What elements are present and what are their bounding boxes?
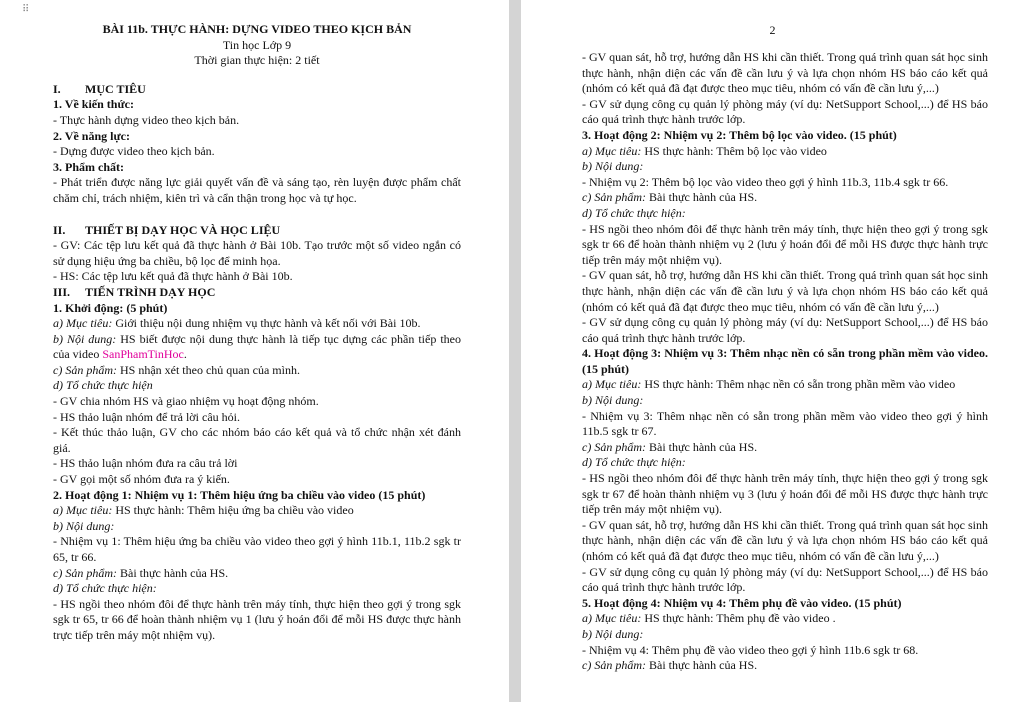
page-2-body xyxy=(582,50,988,674)
subheading: 1. Về kiến thức: xyxy=(53,97,134,112)
activity-heading: 4. Hoạt động 3: Nhiệm vụ 3: Thêm nhạc nền có sẵn trong phần mềm vào video. (15 phút) xyxy=(582,346,988,376)
section-number: III. xyxy=(53,284,71,299)
paragraph xyxy=(53,332,461,363)
activity-heading: 5. Hoạt động 4: Nhiệm vụ 4: Thêm phụ đề vào video. (15 phút) xyxy=(582,595,902,610)
paragraph: - GV chia nhóm HS và giao nhiệm vụ hoạt động nhóm. xyxy=(53,394,319,409)
label: a) Mục tiêu: xyxy=(582,143,642,158)
paragraph: - Nhiệm vụ 4: Thêm phụ đề vào video theo gợi ý hình 11b.6 sgk tr 68. xyxy=(582,642,919,657)
paragraph: - HS: Các tệp lưu kết quả đã thực hành ở Bài 10b. xyxy=(53,269,293,284)
section-title: TIẾN TRÌNH DẠY HỌC xyxy=(85,284,216,299)
paragraph xyxy=(53,503,461,519)
section-number: I. xyxy=(53,81,61,96)
paragraph: - GV quan sát, hỗ trợ, hướng dẫn HS khi cần thiết. Trong quá trình quan sát học sinh thực hành, nhận diện các vấn đề cần lưu ý và lựa chọn nhóm HS báo cáo kết quả (nhóm có kết quả đã đạt được theo mục tiêu, nhóm có vấn đề cần lưu ý,...) xyxy=(582,50,988,96)
section-title: MỤC TIÊU xyxy=(85,81,146,96)
text: Bài thực hành của HS. xyxy=(645,658,758,673)
paragraph: - GV: Các tệp lưu kết quả đã thực hành ở Bài 10b. Tạo trước một số video ngắn có sử dụng hiệu ứng ba chiều, bộ lọc để minh họa. xyxy=(53,238,461,268)
label: d) Tổ chức thực hiện: xyxy=(582,455,686,470)
section-title: THIẾT BỊ DẠY HỌC VÀ HỌC LIỆU xyxy=(85,222,281,237)
paragraph: - GV sử dụng công cụ quản lý phòng máy (ví dụ: NetSupport School,...) để HS báo cáo quá trình thực hành trước lớp. xyxy=(582,315,988,345)
text: Bài thực hành của HS. xyxy=(116,565,229,580)
text: . xyxy=(183,347,187,362)
paragraph xyxy=(582,377,988,393)
paragraph: - GV sử dụng công cụ quản lý phòng máy (ví dụ: NetSupport School,...) để HS báo cáo quá trình thực hành trước lớp. xyxy=(582,96,988,127)
label: c) Sản phẩm: xyxy=(582,439,646,454)
text: HS nhận xét theo chủ quan của mình. xyxy=(116,362,300,377)
document-duration: Thời gian thực hiện: 2 tiết xyxy=(194,53,320,68)
subheading: 3. Phẩm chất: xyxy=(53,159,124,174)
label: b) Nội dung: xyxy=(53,331,117,346)
paragraph: - Thực hành dựng video theo kịch bản. xyxy=(53,112,240,127)
page-number: 2 xyxy=(769,23,776,37)
paragraph: - HS ngồi theo nhóm đôi để thực hành trên máy tính, thực hiện theo gợi ý trong sgk sgk tr 67 để hoàn thành nhiệm vụ 3 (lưu ý hoán đổi để mỗi HS được thực hành trực tiếp trên máy một nhiệm vụ). xyxy=(582,471,988,517)
section-heading-1 xyxy=(53,82,461,98)
activity-heading: 3. Hoạt động 2: Nhiệm vụ 2: Thêm bộ lọc vào video. (15 phút) xyxy=(582,127,897,142)
paragraph: - Dựng được video theo kịch bản. xyxy=(53,144,215,159)
section-heading-2 xyxy=(53,223,461,239)
label: a) Mục tiêu: xyxy=(582,611,642,626)
paragraph: - HS thảo luận nhóm để trả lời câu hỏi. xyxy=(53,409,240,424)
page-1-body xyxy=(53,22,461,644)
page-gap xyxy=(509,0,521,702)
paragraph: - HS thảo luận nhóm đưa ra câu trả lời xyxy=(53,456,238,471)
text: HS thực hành: Thêm nhạc nền có sẵn trong phần mềm vào video xyxy=(641,377,956,392)
text: HS thực hành: Thêm phụ đề vào video . xyxy=(641,611,836,626)
label: c) Sản phẩm: xyxy=(53,362,117,377)
paragraph: - Nhiệm vụ 3: Thêm nhạc nền có sẵn trong phần mềm vào video theo gợi ý hình 11b.5 sgk tr 67. xyxy=(582,408,988,439)
label: b) Nội dung: xyxy=(53,518,115,533)
paragraph xyxy=(582,190,988,206)
paragraph xyxy=(582,144,988,160)
label: c) Sản phẩm: xyxy=(582,658,646,673)
label: c) Sản phẩm: xyxy=(582,190,646,205)
section-heading-3 xyxy=(53,285,461,301)
activity-heading: 1. Khởi động: (5 phút) xyxy=(53,300,168,315)
paragraph: - GV sử dụng công cụ quản lý phòng máy (ví dụ: NetSupport School,...) để HS báo cáo quá trình thực hành trước lớp. xyxy=(582,564,988,595)
label: a) Mục tiêu: xyxy=(53,316,113,331)
label: b) Nội dung: xyxy=(582,626,644,641)
text: HS thực hành: Thêm bộ lọc vào video xyxy=(641,143,827,158)
paragraph: - GV quan sát, hỗ trợ, hướng dẫn HS khi cần thiết. Trong quá trình quan sát học sinh thực hành, nhận diện các vấn đề cần lưu ý và lựa chọn nhóm HS báo cáo kết quả (nhóm có kết quả đã đạt được theo mục tiêu, nhóm có vấn đề cần lưu ý,...) xyxy=(582,268,988,314)
paragraph xyxy=(53,363,461,379)
paragraph: - GV quan sát, hỗ trợ, hướng dẫn HS khi cần thiết. Trong quá trình quan sát học sinh thực hành, nhận diện các vấn đề cần lưu ý và lựa chọn nhóm HS báo cáo kết quả (nhóm có kết quả đã đạt được theo mục tiêu, nhóm có vấn đề cần lưu ý,...) xyxy=(582,517,988,563)
label: a) Mục tiêu: xyxy=(582,377,642,392)
text: HS thực hành: Thêm hiệu ứng ba chiều vào video xyxy=(112,503,354,518)
paragraph xyxy=(582,440,988,456)
label: a) Mục tiêu: xyxy=(53,503,113,518)
video-name-link[interactable]: SanPhamTinHoc xyxy=(102,347,184,362)
paragraph: - GV gọi một số nhóm đưa ra ý kiến. xyxy=(53,472,230,487)
paragraph: - Nhiệm vụ 1: Thêm hiệu ứng ba chiều vào video theo gợi ý hình 11b.1, 11b.2 sgk tr 65, tr 66. xyxy=(53,534,461,564)
document-page-2[interactable] xyxy=(521,0,1024,702)
paragraph xyxy=(582,658,988,674)
paragraph xyxy=(582,611,988,627)
activity-heading: 2. Hoạt động 1: Nhiệm vụ 1: Thêm hiệu ứng ba chiều vào video (15 phút) xyxy=(53,487,426,502)
label: d) Tổ chức thực hiện: xyxy=(582,205,686,220)
document-title: BÀI 11b. THỰC HÀNH: DỰNG VIDEO THEO KỊCH BẢN xyxy=(102,22,412,36)
label: d) Tổ chức thực hiện xyxy=(53,378,153,393)
label: c) Sản phẩm: xyxy=(53,565,117,580)
label: d) Tổ chức thực hiện: xyxy=(53,581,157,596)
paragraph xyxy=(53,316,461,332)
paragraph: - Nhiệm vụ 2: Thêm bộ lọc vào video theo gợi ý hình 11b.3, 11b.4 sgk tr 66. xyxy=(582,174,949,189)
label: b) Nội dung: xyxy=(582,159,644,174)
paragraph: - Phát triển được năng lực giải quyết vấn đề và sáng tạo, rèn luyện được phẩm chất chăm chỉ, trách nhiệm, kiên trì và cẩn thận trong học và tự học. xyxy=(53,175,461,205)
text: HS biết được nội dung thực hành là tiếp tục dựng các phần tiếp theo của video xyxy=(53,331,461,362)
text: Giới thiệu nội dung nhiệm vụ thực hành và kết nối với Bài 10b. xyxy=(112,316,421,331)
paragraph: - HS ngồi theo nhóm đôi để thực hành trên máy tính, thực hiện theo gợi ý trong sgk sgk tr 65, tr 66 để hoàn thành nhiệm vụ 1 (lưu ý hoán đổi để mỗi HS được thực hành trực tiếp trên máy một nhiệm vụ). xyxy=(53,596,461,642)
text: Bài thực hành của HS. xyxy=(645,190,758,205)
document-subject: Tin học Lớp 9 xyxy=(222,37,292,52)
label: b) Nội dung: xyxy=(582,393,644,408)
paragraph: - Kết thúc thảo luận, GV cho các nhóm báo cáo kết quả và tổ chức nhận xét đánh giá. xyxy=(53,425,461,455)
drag-handle-icon[interactable]: ⠿ xyxy=(22,4,31,15)
document-page-1[interactable] xyxy=(0,0,509,702)
subheading: 2. Về năng lực: xyxy=(53,128,130,143)
text: Bài thực hành của HS. xyxy=(645,439,758,454)
paragraph: - HS ngồi theo nhóm đôi để thực hành trên máy tính, thực hiện theo gợi ý trong sgk sgk tr 66 để hoàn thành nhiệm vụ 2 (lưu ý hoán đổi để mỗi HS được thực hành trực tiếp trên máy một nhiệm vụ). xyxy=(582,221,988,267)
section-number: II. xyxy=(53,222,66,237)
paragraph xyxy=(53,566,461,582)
